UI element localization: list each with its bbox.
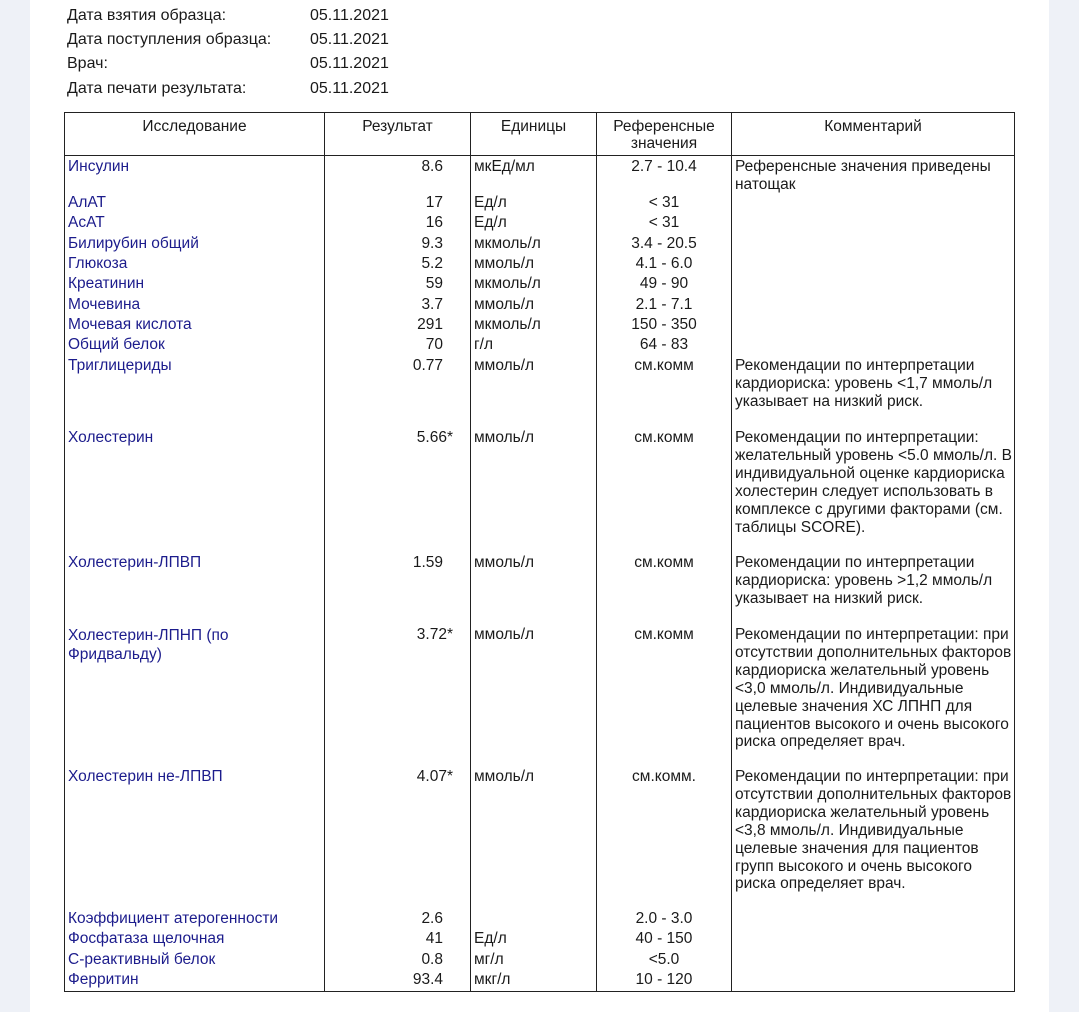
reference-value: см.комм bbox=[634, 554, 694, 571]
column-divider bbox=[470, 113, 471, 991]
result-value: 93.4 bbox=[412, 971, 443, 988]
header-result: Результат bbox=[362, 118, 433, 135]
reference-value: см.комм bbox=[634, 429, 694, 446]
unit-value: г/л bbox=[474, 336, 494, 353]
result-value: 70 bbox=[425, 336, 443, 353]
meta-value: 05.11.2021 bbox=[310, 7, 389, 24]
reference-value: <5.0 bbox=[648, 951, 680, 968]
reference-value: 49 - 90 bbox=[639, 275, 689, 292]
unit-value: мкмоль/л bbox=[474, 316, 541, 333]
comment-text: Референсные значения приведены натощак bbox=[735, 158, 991, 193]
reference-value: < 31 bbox=[648, 214, 680, 231]
result-value: 3.72* bbox=[416, 626, 453, 643]
comment-text: Рекомендации по интерпретации кардиориска: уровень >1,2 ммоль/л указывает на низкий риск. bbox=[735, 554, 993, 607]
header-reference bbox=[597, 118, 731, 152]
result-value: 0.77 bbox=[412, 357, 443, 374]
header-reference-line1: Референсные bbox=[613, 118, 715, 135]
header-study: Исследование bbox=[142, 118, 247, 135]
unit-value: мкмоль/л bbox=[474, 275, 541, 292]
unit-value: мкЕд/мл bbox=[474, 158, 535, 175]
reference-value: см.комм bbox=[634, 357, 694, 374]
study-name: Глюкоза bbox=[68, 255, 128, 272]
column-divider bbox=[324, 113, 325, 991]
result-value: 1.59 bbox=[412, 554, 443, 571]
study-name: Триглицериды bbox=[68, 357, 172, 374]
result-value: 9.3 bbox=[421, 235, 443, 252]
result-value: 0.8 bbox=[421, 951, 443, 968]
meta-value: 05.11.2021 bbox=[310, 80, 389, 97]
result-value: 59 bbox=[425, 275, 443, 292]
report-page bbox=[30, 0, 1049, 1012]
reference-value: 4.1 - 6.0 bbox=[635, 255, 693, 272]
study-name: Холестерин-ЛПВП bbox=[68, 554, 202, 571]
unit-value: Ед/л bbox=[474, 214, 507, 231]
study-name: Мочевина bbox=[68, 296, 141, 313]
unit-value: Ед/л bbox=[474, 930, 507, 947]
meta-sample-received bbox=[67, 29, 427, 51]
meta-value: 05.11.2021 bbox=[310, 55, 389, 72]
study-name: Инсулин bbox=[68, 158, 130, 175]
reference-value: см.комм bbox=[634, 626, 694, 643]
unit-value: ммоль/л bbox=[474, 255, 535, 272]
reference-value: 2.1 - 7.1 bbox=[635, 296, 693, 313]
meta-label: Дата печати результата: bbox=[67, 80, 247, 97]
comment-text: Рекомендации по интерпретации: при отсутствии дополнительных факторов кардиориска желательный уровень <3,8 ммоль/л. Индивидуальные целевые значения для пациентов групп высокого и очень высокого риска определяет врач. bbox=[735, 768, 1012, 893]
study-name: Мочевая кислота bbox=[68, 316, 192, 333]
result-value: 3.7 bbox=[421, 296, 443, 313]
study-name: Холестерин bbox=[68, 429, 154, 446]
unit-value: ммоль/л bbox=[474, 626, 535, 643]
result-value: 5.2 bbox=[421, 255, 443, 272]
result-value: 4.07* bbox=[416, 768, 453, 785]
study-name: С-реактивный белок bbox=[68, 951, 216, 968]
reference-value: 40 - 150 bbox=[635, 930, 693, 947]
meta-label: Дата взятия образца: bbox=[67, 7, 227, 24]
unit-value: ммоль/л bbox=[474, 296, 535, 313]
header-comment: Комментарий bbox=[824, 118, 922, 135]
result-value: 17 bbox=[425, 194, 443, 211]
study-name: Ферритин bbox=[68, 971, 139, 988]
column-divider bbox=[731, 113, 732, 991]
result-value: 2.6 bbox=[421, 910, 443, 927]
result-value: 8.6 bbox=[421, 158, 443, 175]
reference-value: 64 - 83 bbox=[639, 336, 689, 353]
reference-value: 10 - 120 bbox=[635, 971, 693, 988]
reference-value: 150 - 350 bbox=[631, 316, 697, 333]
comment-text: Рекомендации по интерпретации кардиориска: уровень <1,7 ммоль/л указывает на низкий риск. bbox=[735, 357, 993, 410]
result-value: 5.66* bbox=[416, 429, 453, 446]
unit-value: ммоль/л bbox=[474, 357, 535, 374]
result-value: 291 bbox=[417, 316, 443, 333]
study-name: Фосфатаза щелочная bbox=[68, 930, 225, 947]
study-name: Коэффициент атерогенности bbox=[68, 910, 279, 927]
meta-print-date bbox=[67, 78, 427, 100]
reference-value: < 31 bbox=[648, 194, 680, 211]
reference-value: 2.7 - 10.4 bbox=[631, 158, 697, 175]
header-reference-line2: значения bbox=[630, 135, 698, 152]
unit-value: ммоль/л bbox=[474, 429, 535, 446]
result-value: 41 bbox=[425, 930, 443, 947]
study-name: Общий белок bbox=[68, 336, 165, 353]
unit-value: ммоль/л bbox=[474, 768, 535, 785]
study-name: Билирубин общий bbox=[68, 235, 199, 252]
results-table bbox=[64, 112, 1015, 992]
meta-value: 05.11.2021 bbox=[310, 31, 389, 48]
result-value: 16 bbox=[425, 214, 443, 231]
unit-value: Ед/л bbox=[474, 194, 507, 211]
study-name: Холестерин-ЛПНП (по Фридвальду) bbox=[68, 627, 229, 663]
meta-label: Дата поступления образца: bbox=[67, 31, 272, 48]
comment-text: Рекомендации по интерпретации: при отсутствии дополнительных факторов кардиориска желательный уровень <3,0 ммоль/л. Индивидуальные целевые значения ХС ЛПНП для пациентов высокого и очень высокого риска определяет врач. bbox=[735, 626, 1012, 751]
study-name: Холестерин не-ЛПВП bbox=[68, 768, 223, 785]
header-units: Единицы bbox=[500, 118, 567, 135]
unit-value: ммоль/л bbox=[474, 554, 535, 571]
study-name: Креатинин bbox=[68, 275, 145, 292]
meta-doctor bbox=[67, 53, 427, 75]
meta-label: Врач: bbox=[67, 55, 108, 72]
unit-value: мг/л bbox=[474, 951, 504, 968]
unit-value: мкмоль/л bbox=[474, 235, 541, 252]
reference-value: 3.4 - 20.5 bbox=[631, 235, 697, 252]
meta-sample-taken bbox=[67, 5, 427, 27]
header-divider bbox=[65, 155, 1014, 156]
study-name: АлАТ bbox=[68, 194, 106, 211]
reference-value: 2.0 - 3.0 bbox=[635, 910, 693, 927]
study-name: АсАТ bbox=[68, 214, 105, 231]
comment-text: Рекомендации по интерпретации: желательный уровень <5.0 ммоль/л. В индивидуальной оценке кардиориска холестерин следует использовать в комплексе с другими факторами (см. таблицы SCORE). bbox=[735, 429, 1012, 536]
reference-value: см.комм. bbox=[632, 768, 696, 785]
unit-value: мкг/л bbox=[474, 971, 511, 988]
